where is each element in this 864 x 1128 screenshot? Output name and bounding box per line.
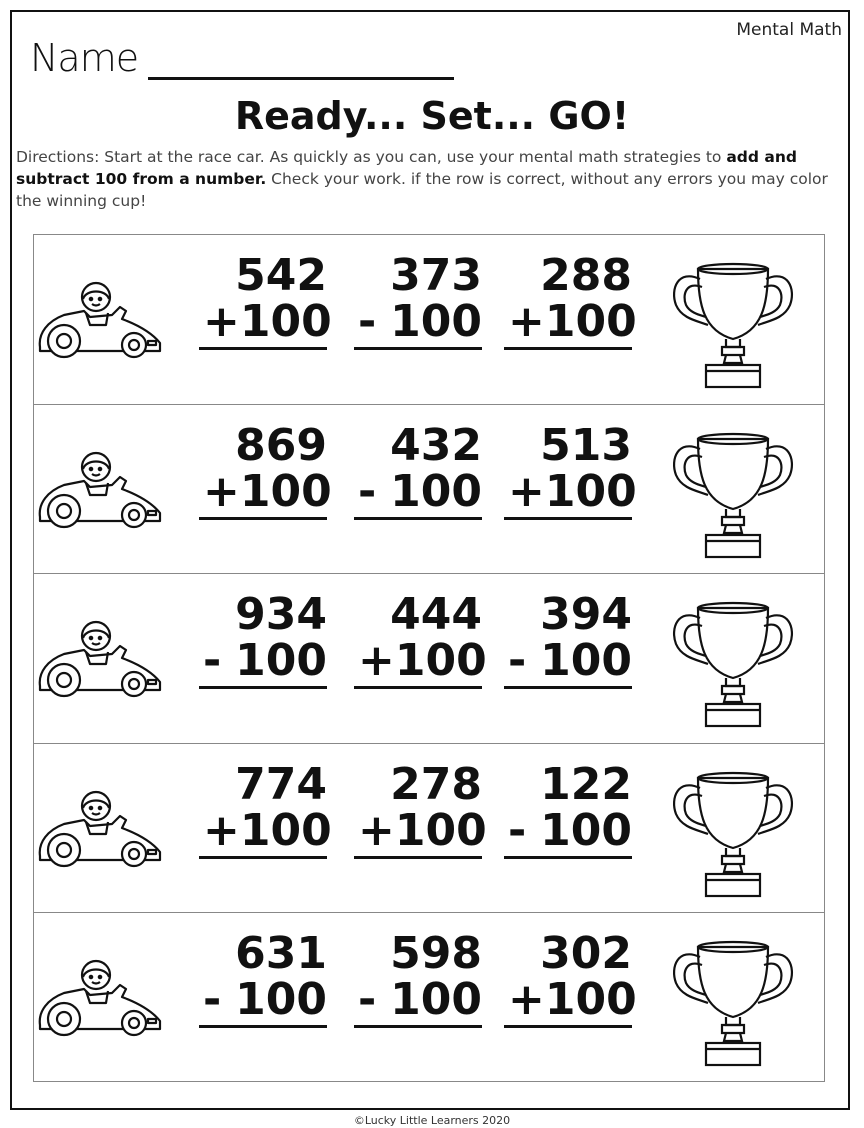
problem-bottom-number: 100	[544, 296, 637, 347]
problem-grid	[33, 234, 825, 1082]
problem-row	[34, 913, 824, 1083]
directions-text-end: Check your work. if the row is correct, without any errors you may color the winning cup!	[16, 170, 828, 210]
operator: -	[358, 974, 377, 1026]
addition-subtraction-problem[interactable]	[504, 758, 632, 859]
problem-bottom-number: 100	[394, 635, 487, 687]
operator: +	[508, 465, 545, 517]
problem-top-number: 122	[540, 758, 632, 810]
problem-bottom-number: 100	[390, 465, 482, 517]
problem-row	[34, 235, 824, 405]
problem-top-number: 394	[540, 589, 632, 641]
problem-bottom-number: 100	[239, 465, 332, 517]
operator: -	[508, 804, 527, 856]
directions	[16, 146, 836, 212]
addition-subtraction-problem[interactable]	[199, 758, 332, 859]
operator: +	[508, 296, 545, 347]
operator: -	[358, 465, 377, 517]
trophy-cup-icon[interactable]	[668, 594, 798, 729]
operator: +	[203, 296, 240, 347]
race-car-icon	[34, 447, 166, 533]
problem-bottom-number: 100	[390, 974, 482, 1026]
name-field	[30, 36, 454, 80]
trophy-cup-icon[interactable]	[668, 933, 798, 1068]
addition-subtraction-problem[interactable]	[504, 250, 637, 350]
problem-top-number: 432	[390, 419, 482, 471]
problem-top-number: 288	[540, 250, 632, 301]
addition-subtraction-problem[interactable]	[199, 419, 332, 520]
problem-top-number: 373	[390, 250, 482, 301]
operator: +	[203, 465, 240, 517]
name-label: Name	[30, 36, 139, 80]
problem-bottom-number: 100	[544, 974, 637, 1026]
race-car-icon	[34, 616, 166, 702]
problem-bottom-number: 100	[540, 635, 632, 687]
problem-bottom-number: 100	[544, 465, 637, 517]
addition-subtraction-problem[interactable]	[199, 250, 332, 350]
directions-bold: add and subtract 100 from a number.	[16, 148, 797, 188]
problem-top-number: 542	[235, 250, 327, 301]
problem-bottom-number: 100	[394, 804, 487, 856]
operator: +	[203, 804, 240, 856]
trophy-cup-icon[interactable]	[668, 764, 798, 899]
subject-label: Mental Math	[736, 20, 842, 40]
problem-top-number: 774	[235, 758, 327, 810]
addition-subtraction-problem[interactable]	[504, 589, 632, 689]
race-car-icon	[34, 786, 166, 872]
problem-top-number: 278	[390, 758, 482, 810]
problem-top-number: 934	[235, 589, 327, 641]
problem-top-number: 444	[390, 589, 482, 641]
problem-bottom-number: 100	[239, 804, 332, 856]
addition-subtraction-problem[interactable]	[354, 250, 482, 350]
problem-top-number: 869	[235, 419, 327, 471]
addition-subtraction-problem[interactable]	[354, 928, 482, 1028]
addition-subtraction-problem[interactable]	[354, 758, 487, 859]
problem-top-number: 513	[540, 419, 632, 471]
operator: +	[358, 635, 395, 687]
trophy-cup-icon[interactable]	[668, 255, 798, 390]
problem-bottom-number: 100	[239, 296, 332, 347]
operator: +	[508, 974, 545, 1026]
problem-top-number: 631	[235, 928, 327, 980]
problem-bottom-number: 100	[235, 635, 327, 687]
trophy-cup-icon[interactable]	[668, 425, 798, 560]
problem-row	[34, 574, 824, 744]
addition-subtraction-problem[interactable]	[199, 589, 327, 689]
operator: -	[508, 635, 527, 687]
addition-subtraction-problem[interactable]	[354, 589, 487, 689]
operator: -	[203, 974, 222, 1026]
operator: -	[203, 635, 222, 687]
addition-subtraction-problem[interactable]	[354, 419, 482, 520]
problem-bottom-number: 100	[540, 804, 632, 856]
name-input-line[interactable]	[148, 47, 454, 80]
race-car-icon	[34, 955, 166, 1041]
problem-row	[34, 744, 824, 914]
problem-bottom-number: 100	[235, 974, 327, 1026]
race-car-icon	[34, 277, 166, 363]
problem-bottom-number: 100	[390, 296, 482, 347]
copyright: ©Lucky Little Learners 2020	[353, 1114, 511, 1127]
problem-top-number: 302	[540, 928, 632, 980]
operator: -	[358, 296, 377, 347]
problem-top-number: 598	[390, 928, 482, 980]
page-title: Ready... Set... GO!	[234, 94, 630, 138]
addition-subtraction-problem[interactable]	[504, 928, 637, 1028]
operator: +	[358, 804, 395, 856]
addition-subtraction-problem[interactable]	[504, 419, 637, 520]
problem-row	[34, 405, 824, 575]
directions-text: Directions: Start at the race car. As quickly as you can, use your mental math strategies to	[16, 148, 727, 166]
addition-subtraction-problem[interactable]	[199, 928, 327, 1028]
